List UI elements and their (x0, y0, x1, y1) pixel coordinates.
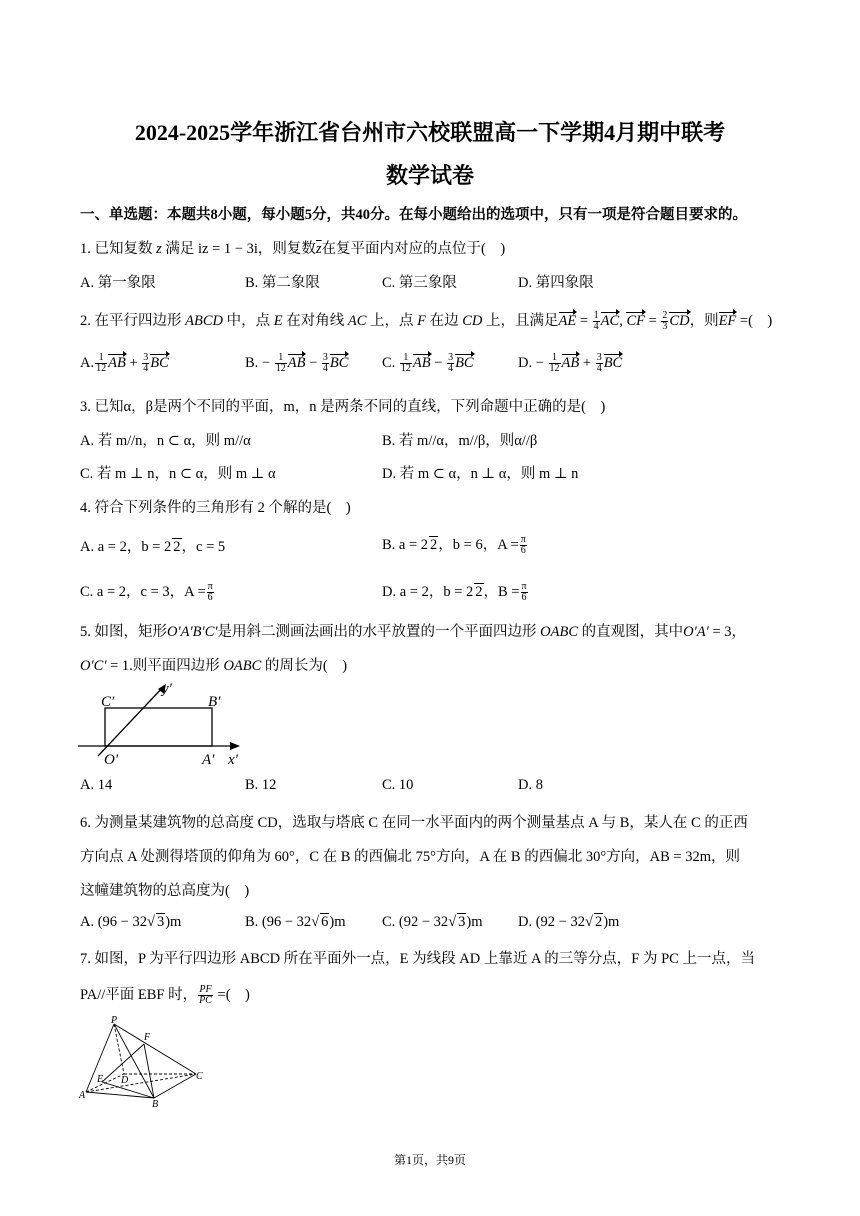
q1-option-a: A. 第一象限 (80, 275, 156, 291)
label-e: E (97, 1074, 104, 1085)
q1-option-d: D. 第四象限 (518, 275, 594, 291)
label-b: B (152, 1099, 159, 1108)
question-4-stem: 4. 符合下列条件的三角形有 2 个解的是( ) (80, 500, 351, 516)
q5-option-b: B. 12 (245, 777, 277, 793)
q6-option-b: B. (96 − 32√ 6)m (245, 914, 346, 930)
q6-option-c: C. (92 − 32√ 3)m (382, 914, 483, 930)
question-6-line-3: 这幢建筑物的总高度为( ) (80, 883, 250, 899)
q3-option-d: D. 若 m ⊂ α，n ⊥ α，则 m ⊥ n (382, 466, 579, 482)
q5-option-d: D. 8 (518, 777, 543, 793)
question-6-line-2: 方向点 A 处测得塔顶的仰角为 60°，C 在 B 的西偏北 75°方向，A 在 B 的西偏北 30°方向，AB = 32m，则 (80, 849, 740, 865)
q3-option-a: A. 若 m//n，n ⊂ α，则 m//α (80, 433, 251, 449)
label-o-prime: O′ (104, 752, 119, 768)
question-5-stem-line-1: 5. 如图，矩形O′A′B′C′是用斜二测画法画出的水平放置的一个平面四边形 OABC 的直观图，其中O′A′ = 3， (80, 624, 747, 640)
label-x-prime: x′ (228, 752, 238, 768)
question-7-line-1: 7. 如图，P 为平行四边形 ABCD 所在平面外一点，E 为线段 AD 上靠近 A 的三等分点，F 为 PC 上一点，当 (80, 951, 755, 967)
q2-option-a: A. $\frac{1}{12}$ AB + $\frac{3}{4}$ BC (80, 352, 169, 374)
question-2-stem: 2. 在平行四边形 ABCD 中，点 E 在对角线 AC 上，点 F 在边 CD 上，且满足AE = $\frac{1}{4}$ AC, CF = $\frac{2}{3}$ CD，则EF =( ) (80, 310, 773, 333)
question-7-line-2: PA//平面 EBF 时， $\frac{PF}{PC}$ =( ) (80, 984, 250, 1007)
question-6-line-1: 6. 为测量某建筑物的总高度 CD，选取与塔底 C 在同一水平面内的两个测量基点 A 与 B，某人在 C 的正西 (80, 815, 748, 831)
q6-option-d: D. (92 − 32√ 2)m (518, 914, 620, 930)
title-line-1: 2024-2025学年浙江省台州市六校联盟高一下学期4月期中联考 (134, 120, 726, 145)
q2-option-d: D. − $\frac{1}{12}$ AB + $\frac{3}{4}$ BC (518, 352, 623, 374)
label-p: P (111, 1016, 118, 1026)
q5-option-c: C. 10 (382, 777, 414, 793)
q2-option-b: B. − $\frac{1}{12}$ AB − $\frac{3}{4}$ BC (245, 352, 349, 374)
question-5-stem-line-2: O′C′ = 1.则平面四边形 OABC 的周长为( ) (80, 658, 348, 674)
label-a: A (79, 1090, 86, 1101)
q5-oblique-figure (78, 676, 258, 768)
q4-option-b: B. a = 2 2，b = 6，A = $\frac{\pi}{6}$ (382, 534, 526, 557)
q4-option-c: C. a = 2，c = 3，A = $\frac{\pi}{6}$ (80, 581, 213, 604)
page-footer: 第1页，共9页 (393, 1153, 466, 1167)
q1-option-c: C. 第三象限 (382, 275, 457, 291)
question-3-stem: 3. 已知α，β是两个不同的平面，m，n 是两条不同的直线，下列命题中正确的是( ) (80, 399, 606, 415)
label-c: C (196, 1071, 203, 1082)
q1-option-b: B. 第二象限 (245, 275, 320, 291)
label-b-prime: B′ (208, 694, 221, 710)
q6-option-a: A. (96 − 32√ 3)m (80, 914, 182, 930)
question-1-stem: 1. 已知复数 z 满足 iz = 1 − 3i，则复数$\overline{z}$在复平面内对应的点位于( ) (80, 241, 506, 257)
q3-option-b: B. 若 m//α，m//β，则α//β (382, 433, 538, 449)
label-d: D (121, 1075, 129, 1086)
label-f: F (144, 1032, 151, 1043)
label-a-prime: A′ (202, 752, 215, 768)
q2-option-c: C. $\frac{1}{12}$ AB − $\frac{3}{4}$ BC (382, 352, 474, 374)
q3-option-c: C. 若 m ⊥ n，n ⊂ α，则 m ⊥ α (80, 466, 276, 482)
q4-option-a: A. a = 2，b = 2 2，c = 5 (80, 539, 226, 555)
q7-pyramid-figure (78, 1016, 218, 1108)
label-y-prime: y′ (162, 681, 172, 697)
q4-option-d: D. a = 2，b = 2 2，B = $\frac{\pi}{6}$ (382, 581, 527, 604)
q5-option-a: A. 14 (80, 777, 113, 793)
label-c-prime: C′ (101, 694, 115, 710)
title-line-2: 数学试卷 (385, 163, 474, 188)
section-heading: 一、单选题：本题共8小题，每小题5分，共40分。在每小题给出的选项中，只有一项是符合题目要求的。 (80, 207, 747, 223)
